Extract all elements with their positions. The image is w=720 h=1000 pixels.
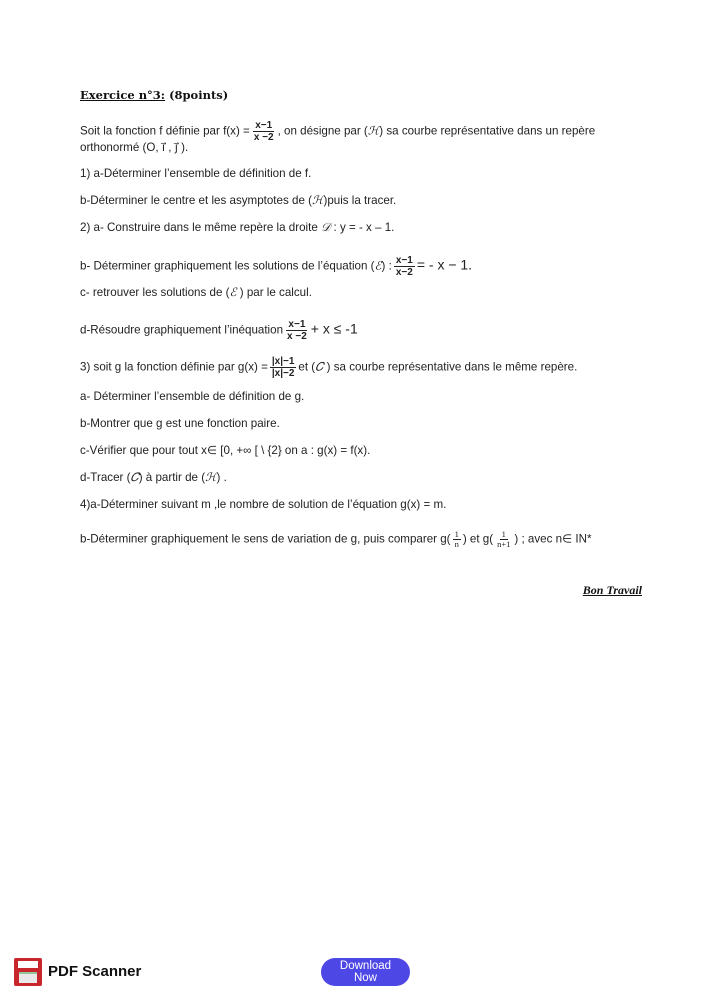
- text-segment: [495, 530, 512, 549]
- text-segment: + x ≤ -1: [310, 320, 358, 337]
- text-segment: ℋ: [205, 471, 217, 484]
- text-segment: [453, 530, 461, 549]
- text-segment: ) ; avec n∈ IN*: [514, 532, 592, 546]
- text-segment: x −2: [287, 331, 307, 342]
- text-segment: |x|−1: [271, 356, 295, 367]
- text-segment: 1: [501, 529, 506, 539]
- text-segment: : y = - x – 1.: [330, 221, 395, 234]
- text-segment: 3) soit g la fonction définie par g(x) =: [80, 360, 268, 374]
- text-segment: 1: [454, 529, 459, 539]
- text-segment: ) et g(: [462, 532, 494, 546]
- question-2a: [80, 221, 394, 235]
- text-segment: Soit la fonction f définie par f(x) =: [80, 124, 250, 138]
- text-segment: d-Tracer (: [80, 471, 131, 484]
- text-segment: [285, 319, 309, 342]
- intro-line-2: orthonormé (O, i⃗ , j⃗ ).: [80, 141, 189, 154]
- text-segment: b- Déterminer graphiquement les solutions de l’équation (: [80, 259, 375, 273]
- text-segment: x−1: [255, 120, 273, 131]
- text-segment: ℋ: [367, 124, 380, 138]
- text-segment: [270, 356, 297, 379]
- text-segment: [19, 972, 37, 983]
- text-segment: ) :: [381, 259, 392, 273]
- text-segment: b-Déterminer le centre et les asymptotes de (: [80, 194, 312, 207]
- question-3a: a- Déterminer l’ensemble de définition de g.: [80, 390, 305, 403]
- text-segment: d-Résoudre graphiquement l’inéquation: [80, 323, 284, 337]
- text-segment: [18, 961, 38, 968]
- question-4b: [80, 530, 592, 549]
- brand-name: PDF Scanner: [48, 963, 142, 980]
- text-segment: b-Déterminer graphiquement le sens de variation de g, puis comparer g(: [80, 532, 451, 546]
- text-segment: 𝐶: [315, 360, 324, 374]
- text-segment: 2) a- Construire dans le même repère la droite: [80, 221, 322, 234]
- exercise-title: [80, 88, 228, 102]
- footer-bar: [0, 955, 720, 989]
- text-segment: ℰ: [229, 286, 237, 299]
- download-now-button[interactable]: Download Now: [321, 958, 410, 986]
- text-segment: )puis la tracer.: [323, 194, 397, 207]
- text-segment: [394, 255, 415, 278]
- text-segment: x−2: [395, 267, 413, 278]
- question-2d: [80, 319, 358, 342]
- text-segment: x−1: [395, 255, 413, 266]
- text-segment: c- retrouver les solutions de (: [80, 286, 230, 299]
- text-segment: n: [454, 539, 459, 549]
- question-1a: 1) a-Déterminer l’ensemble de définition de f.: [80, 167, 312, 180]
- text-segment: Exercice n°3:: [80, 88, 166, 102]
- text-segment: x−1: [288, 319, 306, 330]
- text-segment: ) à partir de (: [138, 471, 206, 484]
- text-segment: ℰ: [374, 259, 382, 273]
- text-segment: ) par le calcul.: [236, 286, 312, 299]
- text-segment: ) .: [216, 471, 227, 484]
- text-segment: n+1: [497, 539, 511, 549]
- text-segment: x −2: [253, 132, 274, 143]
- text-segment: ℋ: [311, 194, 324, 207]
- text-segment: = - x − 1.: [416, 256, 473, 273]
- question-3: [80, 356, 577, 379]
- intro-line-1: [80, 120, 595, 143]
- question-3d: [80, 471, 227, 485]
- text-segment: et (: [298, 360, 316, 374]
- question-4a: 4)a-Déterminer suivant m ,le nombre de solution de l’équation g(x) = m.: [80, 498, 447, 511]
- question-3c: c-Vérifier que pour tout x∈ [0, +∞ [ \ {2} on a : g(x) = f(x).: [80, 444, 371, 457]
- text-segment: 𝐶: [130, 471, 139, 484]
- question-1b: [80, 194, 396, 208]
- closing-text: Bon Travail: [582, 583, 642, 597]
- question-2b: [80, 255, 472, 278]
- text-segment: (8points): [169, 88, 229, 102]
- question-2c: [80, 286, 312, 300]
- text-segment: |x|−2: [271, 368, 295, 379]
- question-3b: b-Montrer que g est une fonction paire.: [80, 417, 280, 430]
- text-segment: , on désigne par (: [277, 124, 368, 138]
- pdf-scanner-logo-icon: [14, 958, 42, 986]
- fraction-f: [252, 120, 276, 143]
- text-segment: ) sa courbe représentative dans le même repère.: [323, 360, 578, 374]
- text-segment: ) sa courbe représentative dans un repère: [379, 124, 596, 138]
- text-segment: 𝒟: [321, 221, 331, 234]
